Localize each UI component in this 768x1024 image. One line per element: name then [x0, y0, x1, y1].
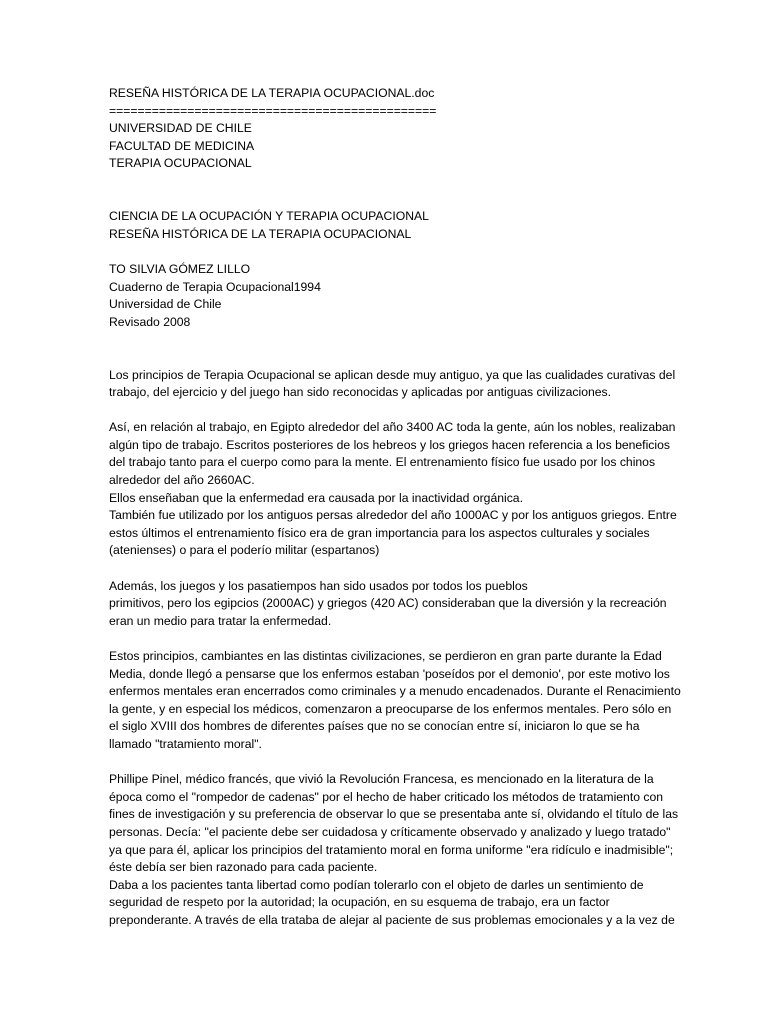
paragraph-games: [109, 578, 669, 631]
author-publication: Cuaderno de Terapia Ocupacional1994: [109, 279, 321, 294]
document-header: [109, 85, 669, 173]
paragraph-middle-ages: [109, 648, 681, 754]
paragraph-line: Estos principios, cambiantes en las distintas civilizaciones, se perdieron en gran parte durante la Edad: [109, 649, 662, 663]
paragraph-line: trabajo, del ejercicio y del juego han sido reconocidas y aplicadas por antiguas civilizaciones.: [109, 385, 612, 400]
separator-line: ==============================================: [109, 103, 437, 118]
paragraph-line: éste debía ser bien razonado para cada paciente.: [109, 860, 378, 875]
institution-department: TERAPIA OCUPACIONAL: [109, 156, 252, 171]
paragraph-line: algún tipo de trabajo. Escritos posteriores de los hebreos y los griegos hacen referencia a los beneficios: [109, 437, 670, 452]
institution-faculty: FACULTAD DE MEDICINA: [109, 138, 255, 153]
paragraph-line: ya que para él, aplicar los principios del tratamiento moral en forma uniforme "era ridículo e inadmisible";: [109, 842, 674, 857]
paragraph-line: llamado "tratamiento moral".: [109, 736, 262, 751]
paragraph-work-history: [109, 419, 677, 560]
paragraph-line: Media, donde llegó a pensarse que los enfermos estaban 'poseídos por el demonio', por este motivo los: [109, 666, 670, 681]
paragraph-line: Phillipe Pinel, médico francés, que vivió la Revolución Francesa, es mencionado en la literatura de la: [109, 772, 654, 787]
paragraph-line: preponderante. A través de ella trataba de alejar al paciente de sus problemas emocionales y a la vez de: [109, 912, 675, 927]
paragraph-line: Ellos enseñaban que la enfermedad era causada por la inactividad orgánica.: [109, 490, 523, 505]
document-page: [109, 85, 681, 930]
document-titles: [109, 208, 669, 243]
paragraph-line: También fue utilizado por los antiguos persas alrededor del año 1000AC y por los antiguos griegos. Entre: [109, 508, 677, 523]
institution-university: UNIVERSIDAD DE CHILE: [109, 121, 252, 136]
paragraph-line: Además, los juegos y los pasatiempos han sido usados por todos los pueblos: [109, 578, 528, 593]
paragraph-pinel: [109, 771, 679, 929]
paragraph-line: el siglo XVIII dos hombres de diferentes países que no se conocían entre sí, iniciaron lo que se ha: [109, 719, 640, 734]
author-info: [109, 261, 669, 331]
paragraph-line: época como el "rompedor de cadenas" por el hecho de haber criticado los métodos de tratamiento con: [109, 789, 664, 804]
paragraph-line: Así, en relación al trabajo, en Egipto alrededor del año 3400 AC toda la gente, aún los nobles, realizaban: [109, 420, 676, 435]
paragraph-line: estos últimos el entrenamiento físico era de gran importancia para los aspectos culturales y sociales: [109, 525, 650, 540]
paragraph-line: personas. Decía: "el paciente debe ser cuidadosa y críticamente observado y analizado y luego tratado": [109, 824, 671, 839]
paragraph-line: primitivos, pero los egipcios (2000AC) y griegos (420 AC) consideraban que la diversión y la recreación: [109, 596, 667, 611]
paragraph-line: alrededor del año 2660AC.: [109, 473, 255, 488]
paragraph-line: (atenienses) o para el poderío militar (espartanos): [109, 543, 380, 558]
document-filename: RESEÑA HISTÓRICA DE LA TERAPIA OCUPACIONAL.doc: [109, 86, 435, 100]
paragraph-line: fines de investigación y su preferencia de observar lo que se presentaba ante sí, olvidando el título de las: [109, 807, 679, 822]
document-subtitle: RESEÑA HISTÓRICA DE LA TERAPIA OCUPACIONAL: [109, 226, 412, 241]
paragraph-line: eran un medio para tratar la enfermedad.: [109, 613, 332, 628]
paragraph-line: del trabajo tanto para el cuerpo como para la mente. El entrenamiento físico fue usado por los chinos: [109, 455, 656, 470]
paragraph-principles: [109, 367, 676, 402]
author-name: TO SILVIA GÓMEZ LILLO: [109, 261, 251, 276]
document-title: CIENCIA DE LA OCUPACIÓN Y TERAPIA OCUPACIONAL: [109, 209, 429, 224]
paragraph-line: la gente, y en especial los médicos, comenzaron a preocuparse de los enfermos mentales. Pero sólo en: [109, 701, 672, 716]
paragraph-line: enfermos mentales eran encerrados como criminales y a menudo encadenados. Durante el Renacimiento: [109, 684, 681, 699]
paragraph-line: seguridad de respeto por la autoridad; la ocupación, en su esquema de trabajo, era un factor: [109, 895, 610, 910]
paragraph-line: Daba a los pacientes tanta libertad como podían tolerarlo con el objeto de darles un sentimiento de: [109, 877, 644, 892]
author-affiliation: Universidad de Chile: [109, 297, 222, 312]
paragraph-line: Los principios de Terapia Ocupacional se aplican desde muy antiguo, ya que las cualidades curativas del: [109, 367, 676, 382]
author-revision: Revisado 2008: [109, 314, 191, 329]
